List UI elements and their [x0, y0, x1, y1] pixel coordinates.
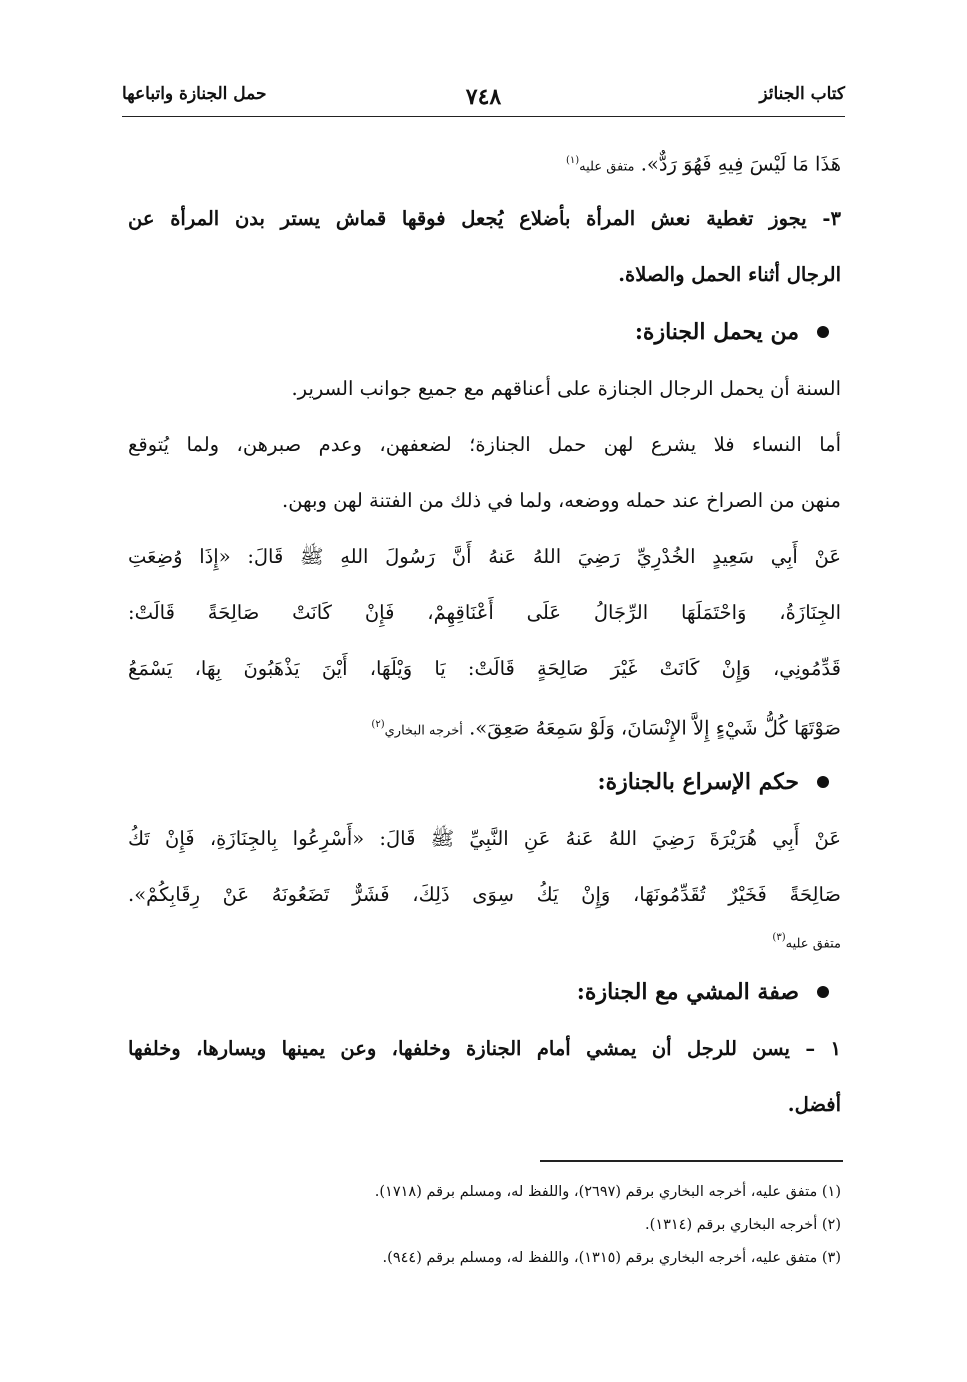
item-text: يجوز تغطية نعش المرأة بأضلاع يُجعل فوقها قماش يستر بدن المرأة عن: [128, 207, 807, 230]
hadith-text: صَوْتَهَا كُلُّ شَيْءٍ إِلاَّ الإِنْسَانَ، وَلَوْ سَمِعَهُ صَعِقَ».: [469, 716, 841, 740]
paragraph-1: السنة أن يحمل الرجال الجنازة على أعناقهم مع جميع جوانب السرير.: [291, 377, 841, 400]
footnote-marker: (١): [565, 155, 580, 166]
header-rule: [122, 116, 845, 117]
footnote-marker: (٢): [371, 719, 385, 730]
heading-text: من يحمل الجنازة:: [634, 319, 799, 345]
chapter-title: حمل الجنازة واتباعها: [122, 84, 267, 104]
heading-text: حكم الإسراع بالجنازة:: [597, 769, 799, 795]
reference-label: متفق عليه: [579, 159, 635, 175]
footnotes: [128, 1176, 841, 1275]
bullet-icon: [817, 776, 829, 788]
section-heading-hastening: [128, 753, 841, 811]
section-heading-carrying: [128, 303, 841, 361]
item-text: الرجال أثناء الحمل والصلاة.: [618, 263, 841, 286]
continuation-line: [128, 143, 841, 191]
book-title: كتاب الجنائز: [759, 84, 845, 104]
bullet-icon: [817, 986, 829, 998]
item-1-line-1: [128, 1021, 841, 1077]
item-text: يسن للرجل أن يمشي أمام الجنازة وخلفها، وعن يمينها ويسارها، وخلفها: [128, 1037, 790, 1060]
heading-text: صفة المشي مع الجنازة:: [576, 979, 799, 1005]
item-3-line-1: [128, 191, 841, 247]
item-number: ١ –: [805, 1037, 841, 1060]
footnote-2: (٢) أخرجه البخاري برقم (١٣١٤).: [645, 1217, 841, 1233]
item-3-line-2: [128, 247, 841, 303]
hadith-2-line-2: صَالِحَةً فَخَيْرٌ تُقَدِّمُونَهَا، وَإِنْ يَكُ سِوَى ذَلِكَ، فَشَرٌّ تَضَعُونَهُ عَنْ رِقَابِكُمْ».: [128, 883, 841, 906]
footnote-marker: (٣): [772, 932, 786, 943]
hadith-1-line-1: عَنْ أَبِي سَعِيدٍ الخُدْرِيِّ رَضِيَ اللهُ عَنهُ أَنَّ رَسُولَ اللهِ ﷺ قَالَ: «إِذَا وُضِعَتِ: [128, 545, 841, 568]
footnote-3: (٣) متفق عليه، أخرجه البخاري برقم (١٣١٥)، واللفظ له، ومسلم برقم (٩٤٤).: [382, 1250, 841, 1266]
reference-label: متفق عليه: [785, 936, 841, 952]
hadith-end-text: هَذَا مَا لَيْسَ فِيهِ فَهُوَ رَدٌّ».: [640, 152, 841, 176]
footnote-1: (١) متفق عليه، أخرجه البخاري برقم (٢٦٩٧)، واللفظ له، ومسلم برقم (١٧١٨).: [374, 1184, 841, 1200]
paragraph-2-line-1: أما النساء فلا يشرع لهن حمل الجنازة؛ لضعفهن، وعدم صبرهن، ولما يُتوقع: [128, 433, 841, 456]
item-1-line-2: [128, 1077, 841, 1133]
paragraph-2-line-2: منهن من الصراخ عند حمله ووضعه، ولما في ذلك من الفتنة لهن وبهن.: [282, 489, 841, 512]
reference-label: أخرجه البخاري: [384, 723, 463, 739]
main-content: [128, 143, 841, 1133]
section-heading-walking: [128, 963, 841, 1021]
hadith-1-line-2: الجِنَازَةُ، وَاحْتَمَلَهَا الرِّجَالُ عَلَى أَعْنَاقِهِمْ، فَإِنْ كَانَتْ صَالِحَةً قَالَتْ:: [128, 601, 841, 624]
item-number: ٣-: [822, 207, 841, 230]
hadith-2-line-1: عَنْ أَبِي هُرَيْرَةَ رَضِيَ اللهُ عَنهُ عَنِ النَّبِيِّ ﷺ قَالَ: «أَسْرِعُوا بِالجِنَازَةِ، فَإِنْ تَكُ: [128, 827, 841, 850]
hadith-1-line-3: قَدِّمُونِي، وَإِنْ كَانَتْ غَيْرَ صَالِحَةٍ قَالَتْ: يَا وَيْلَهَا، أَيْنَ يَذْهَبُونَ بِهَا، يَسْمَعُ: [128, 657, 841, 680]
page-number: ٧٤٨: [465, 84, 502, 110]
hadith-2-reference: [128, 923, 841, 963]
footnote-rule: [540, 1160, 843, 1162]
bullet-icon: [817, 326, 829, 338]
item-text: أفضل.: [787, 1093, 841, 1116]
page-header: [122, 84, 845, 118]
hadith-1-line-4: [128, 697, 841, 753]
